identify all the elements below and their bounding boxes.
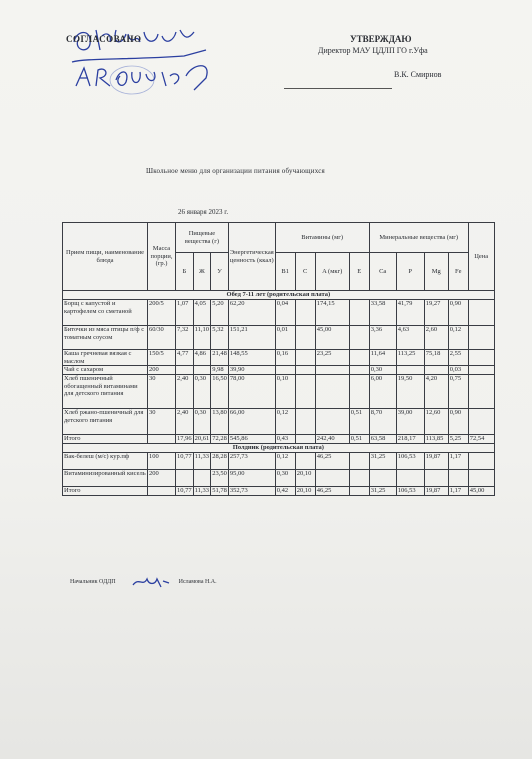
cell-u: 51,78 [212,487,227,494]
cell-c [295,409,315,435]
cell-price [468,470,494,487]
cell-en: 151,21 [228,326,275,350]
cell-c: 20,10 [295,470,315,487]
cell-mg: 12,60 [424,409,448,435]
header-mg: Mg [424,253,448,291]
cell-ca: 33,58 [369,300,396,326]
header-mass: Масса порции, (гр.) [148,223,176,291]
cell-mass: 150/5 [148,350,176,366]
cell-b [176,366,194,375]
cell-b: 4,77 [176,350,194,366]
cell-j [193,470,211,487]
header-ca: Ca [369,253,396,291]
cell-u: 72,28 [212,435,227,442]
cell-a: 46,25 [315,487,349,496]
cell-ca: 63,58 [369,435,396,444]
cell-en: 352,73 [228,487,275,496]
lunch-total [63,435,495,444]
cell-mg: 2,60 [424,326,448,350]
cell-b1: 0,04 [275,300,295,326]
cell-fe: 1,17 [448,487,468,496]
cell-price [468,453,494,470]
cell-b: 7,32 [176,326,194,350]
cell-ca: 3,36 [369,326,396,350]
approval-title: УТВЕРЖДАЮ [350,34,412,44]
cell-c [295,366,315,375]
cell-a [315,375,349,409]
table-row [63,470,495,487]
cell-j: 4,05 [193,300,211,326]
cell-fe: 0,90 [448,300,468,326]
cell-j: 0,30 [193,375,211,409]
header-p: P [396,253,424,291]
cell-en: 257,73 [228,453,275,470]
cell-dish: Биточки из мяса птицы п/ф с томатным соусом [63,326,148,350]
header-a: A (мкг) [315,253,349,291]
cell-dish: Итого [63,435,148,444]
cell-e [349,470,369,487]
cell-c: 20,10 [295,487,315,496]
cell-b1: 0,12 [275,453,295,470]
cell-c [295,453,315,470]
agreed-stamp [66,20,216,100]
header-u: У [211,253,229,291]
header-dish: Прием пищи, наименование блюда [63,223,148,291]
cell-p: 218,17 [396,435,424,444]
cell-u: 9,98 [211,366,229,375]
cell-ca: 0,30 [369,366,396,375]
cell-e [349,487,369,496]
cell-dish: Каша гречневая вязкая с маслом [63,350,148,366]
cell-mg: 75,18 [424,350,448,366]
table-row [63,375,495,409]
cell-dish: Хлеб ржано-пшеничный для детского питания [63,409,148,435]
cell-c [295,375,315,409]
cell-fe: 0,75 [448,375,468,409]
cell-p: 113,25 [396,350,424,366]
cell-price: 45,00 [468,487,494,496]
cell-a [315,470,349,487]
handwritten-signature [66,20,216,100]
cell-fe: 0,90 [448,409,468,435]
cell-j: 20,61 [194,435,210,442]
cell-en: 545,86 [228,435,275,444]
cell-u: 5,32 [211,326,229,350]
cell-mass: 60/30 [148,326,176,350]
cell-mg [424,366,448,375]
cell-ca [369,470,396,487]
cell-fe: 5,25 [448,435,468,444]
header-j: Ж [193,253,211,291]
cell-fe: 0,03 [448,366,468,375]
cell-a [315,366,349,375]
cell-b1: 0,30 [275,470,295,487]
approval-block [318,34,478,56]
cell-mass: 30 [148,409,176,435]
cell-b: 10,77 [176,453,194,470]
footer-signature-mark [131,575,171,589]
cell-mass [148,435,176,444]
cell-price [468,366,494,375]
cell-j [193,366,211,375]
cell-e [349,350,369,366]
cell-a [315,409,349,435]
cell-price [468,300,494,326]
header-price: Цена [468,223,494,291]
footer-signature [70,575,231,589]
table-row [63,350,495,366]
header-nutrients: Пищевые вещества (г) [176,223,229,253]
cell-a: 242,40 [315,435,349,444]
cell-b: 2,40 [176,409,194,435]
cell-mass: 30 [148,375,176,409]
cell-p [396,366,424,375]
director-name: В.К. Смирнов [394,70,442,79]
cell-u: 23,50 [211,470,229,487]
cell-b: 2,40 [176,375,194,409]
cell-en: 62,20 [228,300,275,326]
table-row [63,326,495,350]
cell-j: 0,30 [193,409,211,435]
cell-mg [424,470,448,487]
cell-mg: 113,85 [424,435,448,444]
cell-e [349,326,369,350]
cell-u: 13,80 [211,409,229,435]
cell-ca: 11,64 [369,350,396,366]
cell-en: 148,55 [228,350,275,366]
cell-fe: 1,17 [448,453,468,470]
header-minerals: Минеральные вещества (мг) [369,223,468,253]
cell-e [349,366,369,375]
cell-mg: 19,87 [424,487,448,496]
cell-price [468,326,494,350]
cell-b1: 0,01 [275,326,295,350]
table-row [63,409,495,435]
cell-dish: Итого [63,487,148,496]
header-vitamins: Витамины (мг) [275,223,369,253]
cell-price [468,409,494,435]
cell-dish: Вак-белеш (м/с) кур.пф [63,453,148,470]
cell-p: 106,53 [396,487,424,496]
cell-b1 [275,366,295,375]
approval-position: Директор МАУ ЦДЛП ГО г.Уфа [318,46,428,55]
cell-e: 0,51 [349,435,369,444]
cell-mass: 200 [148,470,176,487]
snack-total [63,487,495,496]
cell-mg: 4,20 [424,375,448,409]
cell-mg: 19,87 [424,453,448,470]
cell-price: 72,54 [468,435,494,444]
header-fe: Fe [448,253,468,291]
cell-j: 11,33 [193,453,211,470]
cell-u: 5,20 [211,300,229,326]
cell-u: 21,48 [211,350,229,366]
cell-dish: Хлеб пшеничный обогащенный витаминами для детского питания [63,375,148,409]
header-energy: Энергетическая ценность (ккал) [228,223,275,291]
cell-e [349,375,369,409]
section-snack: Полдник (родительская плата) [63,444,495,453]
table-row [63,300,495,326]
table-row [63,366,495,375]
cell-b1: 0,10 [275,375,295,409]
cell-dish: Чай с сахаром [63,366,148,375]
cell-p: 41,79 [396,300,424,326]
cell-price [468,375,494,409]
cell-e: 0,51 [349,409,369,435]
cell-b1: 0,42 [275,487,295,496]
cell-a: 23,25 [315,350,349,366]
table-row [63,435,495,444]
cell-en: 95,00 [228,470,275,487]
cell-mass: 200 [148,366,176,375]
cell-price [468,350,494,366]
footer-position: Начальник ОДДП [70,579,116,586]
cell-p: 19,50 [396,375,424,409]
cell-mg: 19,27 [424,300,448,326]
cell-p: 39,00 [396,409,424,435]
cell-p: 4,63 [396,326,424,350]
header-b1: B1 [275,253,295,291]
cell-en: 78,00 [228,375,275,409]
cell-ca: 31,25 [369,453,396,470]
cell-b1: 0,43 [275,435,295,444]
cell-ca: 8,70 [369,409,396,435]
cell-p [396,470,424,487]
cell-b: 17,96 [177,435,192,442]
document-title: Школьное меню для организации питания обучающихся [146,167,325,175]
cell-j: 11,10 [193,326,211,350]
cell-b: 1,07 [176,300,194,326]
cell-en: 66,00 [228,409,275,435]
cell-b1: 0,12 [275,409,295,435]
cell-c [295,350,315,366]
cell-ca: 31,25 [369,487,396,496]
cell-fe: 0,12 [448,326,468,350]
table-row [63,487,495,496]
cell-b1: 0,16 [275,350,295,366]
cell-j: 4,86 [193,350,211,366]
cell-j: 11,33 [194,487,210,494]
cell-fe: 2,55 [448,350,468,366]
cell-en: 39,90 [228,366,275,375]
cell-mass: 100 [148,453,176,470]
header-b: Б [176,253,194,291]
cell-p: 106,53 [396,453,424,470]
cell-mass: 200/5 [148,300,176,326]
lunch-rows [63,300,495,435]
cell-dish: Борщ с капустой и картофелем со сметаной [63,300,148,326]
cell-a: 174,15 [315,300,349,326]
cell-b [176,470,194,487]
agreed-label: СОГЛАСОВАНО [66,34,142,44]
cell-e [349,453,369,470]
header-c: C [295,253,315,291]
cell-e [349,300,369,326]
cell-b: 10,77 [177,487,192,494]
footer-name: Исламова Н.А. [178,579,217,586]
table-row [63,453,495,470]
cell-a: 45,00 [315,326,349,350]
signature-line [284,88,392,89]
cell-c [295,300,315,326]
cell-c [295,435,315,444]
cell-fe [448,470,468,487]
snack-rows [63,453,495,487]
cell-mass [148,487,176,496]
menu-table [62,222,495,496]
cell-u: 28,28 [211,453,229,470]
cell-ca: 6,00 [369,375,396,409]
cell-dish: Витаминизированный кисель [63,470,148,487]
document-date: 26 января 2023 г. [178,208,229,216]
cell-c [295,326,315,350]
cell-u: 16,50 [211,375,229,409]
header-e: E [349,253,369,291]
cell-a: 46,25 [315,453,349,470]
section-lunch: Обед 7-11 лет (родительская плата) [63,291,495,300]
